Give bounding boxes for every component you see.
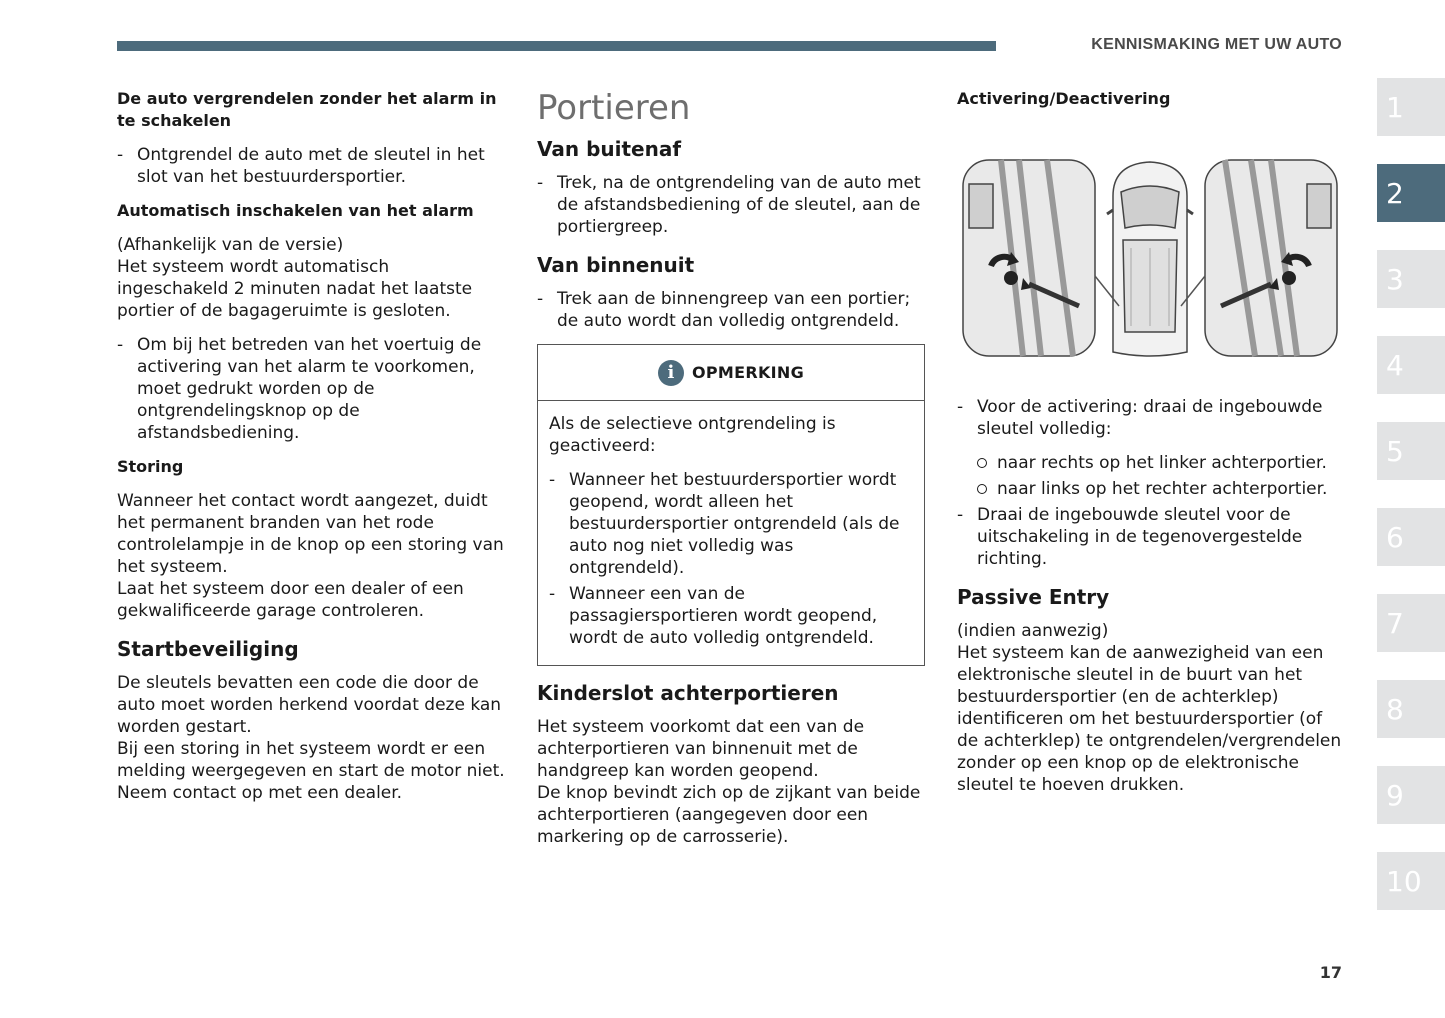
section-title: Portieren bbox=[537, 88, 691, 128]
tab-chapter-4[interactable]: 4 bbox=[1377, 336, 1445, 394]
tab-chapter-7[interactable]: 7 bbox=[1377, 594, 1445, 652]
circle-bullet-icon bbox=[977, 484, 987, 494]
heading-from-inside: Van binnenuit bbox=[537, 253, 695, 277]
list-lock-without-alarm bbox=[117, 144, 505, 188]
column-right bbox=[957, 88, 1347, 808]
tab-chapter-9[interactable]: 9 bbox=[1377, 766, 1445, 824]
list-item bbox=[977, 452, 1347, 474]
tab-chapter-6[interactable]: 6 bbox=[1377, 508, 1445, 566]
heading-from-outside: Van buitenaf bbox=[537, 137, 682, 161]
heading-passive-entry: Passive Entry bbox=[957, 585, 1110, 609]
paragraph-child-lock: Het systeem voorkomt dat een van de achterportieren van binnenuit met de handgreep kan worden geopend. De knop bevindt zich op de zijkant van beide achterportieren (aangegeven door een markering op de carrosserie). bbox=[537, 717, 921, 847]
heading-child-lock: Kinderslot achterportieren bbox=[537, 681, 839, 705]
sub-item-text: naar rechts op het linker achterportier. bbox=[997, 453, 1327, 473]
tab-chapter-1[interactable]: 1 bbox=[1377, 78, 1445, 136]
heading-lock-without-alarm: De auto vergrendelen zonder het alarm in te schakelen bbox=[117, 89, 497, 130]
child-lock-illustration bbox=[961, 156, 1339, 362]
paragraph-immobiliser: De sleutels bevatten een code die door de auto moet worden herkend voordat deze kan worden gestart. Bij een storing in het systeem wordt er een melding weergegeven en start de motor niet. Neem contact op met een dealer. bbox=[117, 673, 505, 803]
paragraph-auto-alarm: (Afhankelijk van de versie) Het systeem wordt automatisch ingeschakeld 2 minuten nadat het laatste portier of de bagageruimte is gesloten. bbox=[117, 235, 473, 321]
list-deactivation bbox=[957, 504, 1347, 570]
chapter-title: KENNISMAKING MET UW AUTO bbox=[1091, 36, 1342, 53]
circle-bullet-icon bbox=[977, 458, 987, 468]
heading-immobiliser: Startbeveiliging bbox=[117, 637, 299, 661]
list-activation bbox=[957, 396, 1347, 440]
header-bar bbox=[117, 41, 996, 51]
heading-auto-alarm: Automatisch inschakelen van het alarm bbox=[117, 201, 474, 220]
tab-chapter-8[interactable]: 8 bbox=[1377, 680, 1445, 738]
column-middle bbox=[537, 88, 925, 860]
heading-malfunction: Storing bbox=[117, 457, 184, 476]
sub-item-text: naar links op het rechter achterportier. bbox=[997, 479, 1328, 499]
list-item bbox=[977, 478, 1347, 500]
note-body bbox=[538, 401, 924, 665]
tab-chapter-2[interactable]: 2 bbox=[1377, 164, 1445, 222]
note-title: OPMERKING bbox=[691, 362, 805, 382]
page-number: 17 bbox=[1319, 963, 1342, 982]
list-activation-sub bbox=[957, 452, 1347, 500]
list-item: - Ontgrendel de auto met de sleutel in het slot van het bestuurdersportier. bbox=[117, 144, 505, 188]
activation-step: Voor de activering: draai de ingebouwde sleutel volledig: bbox=[977, 397, 1323, 439]
tab-chapter-5[interactable]: 5 bbox=[1377, 422, 1445, 480]
list-item bbox=[957, 396, 1347, 440]
column-left bbox=[117, 88, 505, 816]
tab-chapter-10[interactable]: 10 bbox=[1377, 852, 1445, 910]
paragraph-malfunction: Wanneer het contact wordt aangezet, duidt het permanent branden van het rode controlelampje in de knop op een storing van het systeem. Laat het systeem door een dealer of een gekwalificeerde garage controleren. bbox=[117, 491, 504, 621]
list-item: - Trek aan de binnengreep van een portier; de auto wordt dan volledig ontgrendeld. bbox=[537, 288, 925, 332]
list-auto-alarm bbox=[117, 334, 505, 444]
note-header bbox=[538, 345, 924, 401]
list-item: - Om bij het betreden van het voertuig de activering van het alarm te voorkomen, moet gedrukt worden op de ontgrendelingsknop op de afstandsbediening. bbox=[117, 334, 505, 444]
list-item: - Wanneer het bestuurdersportier wordt geopend, wordt alleen het bestuurdersportier ontgrendeld (als de auto nog niet volledig was ontgrendeld). bbox=[549, 469, 913, 579]
note-box bbox=[537, 344, 925, 666]
heading-activation: Activering/Deactivering bbox=[957, 89, 1171, 108]
paragraph-passive-entry: (indien aanwezig) Het systeem kan de aanwezigheid van een elektronische sleutel in de buurt van het bestuurdersportier (en de achterklep) identificeren om het bestuurdersportier (of de achterklep) te ontgrendelen/vergrendelen zonder op een knop op de elektronische sleutel te hoeven drukken. bbox=[957, 621, 1342, 795]
list-item: - Draai de ingebouwde sleutel voor de uitschakeling in de tegenovergestelde richting. bbox=[957, 504, 1347, 570]
list-from-inside bbox=[537, 288, 925, 332]
list-from-outside bbox=[537, 172, 925, 238]
note-intro: Als de selectieve ontgrendeling is geactiveerd: bbox=[549, 414, 836, 456]
note-list bbox=[549, 469, 913, 649]
list-item: - Wanneer een van de passagiersportieren wordt geopend, wordt de auto volledig ontgrendeld. bbox=[549, 583, 913, 649]
tab-chapter-3[interactable]: 3 bbox=[1377, 250, 1445, 308]
info-icon: i bbox=[658, 360, 684, 386]
list-item: - Trek, na de ontgrendeling van de auto met de afstandsbediening of de sleutel, aan de portiergreep. bbox=[537, 172, 925, 238]
